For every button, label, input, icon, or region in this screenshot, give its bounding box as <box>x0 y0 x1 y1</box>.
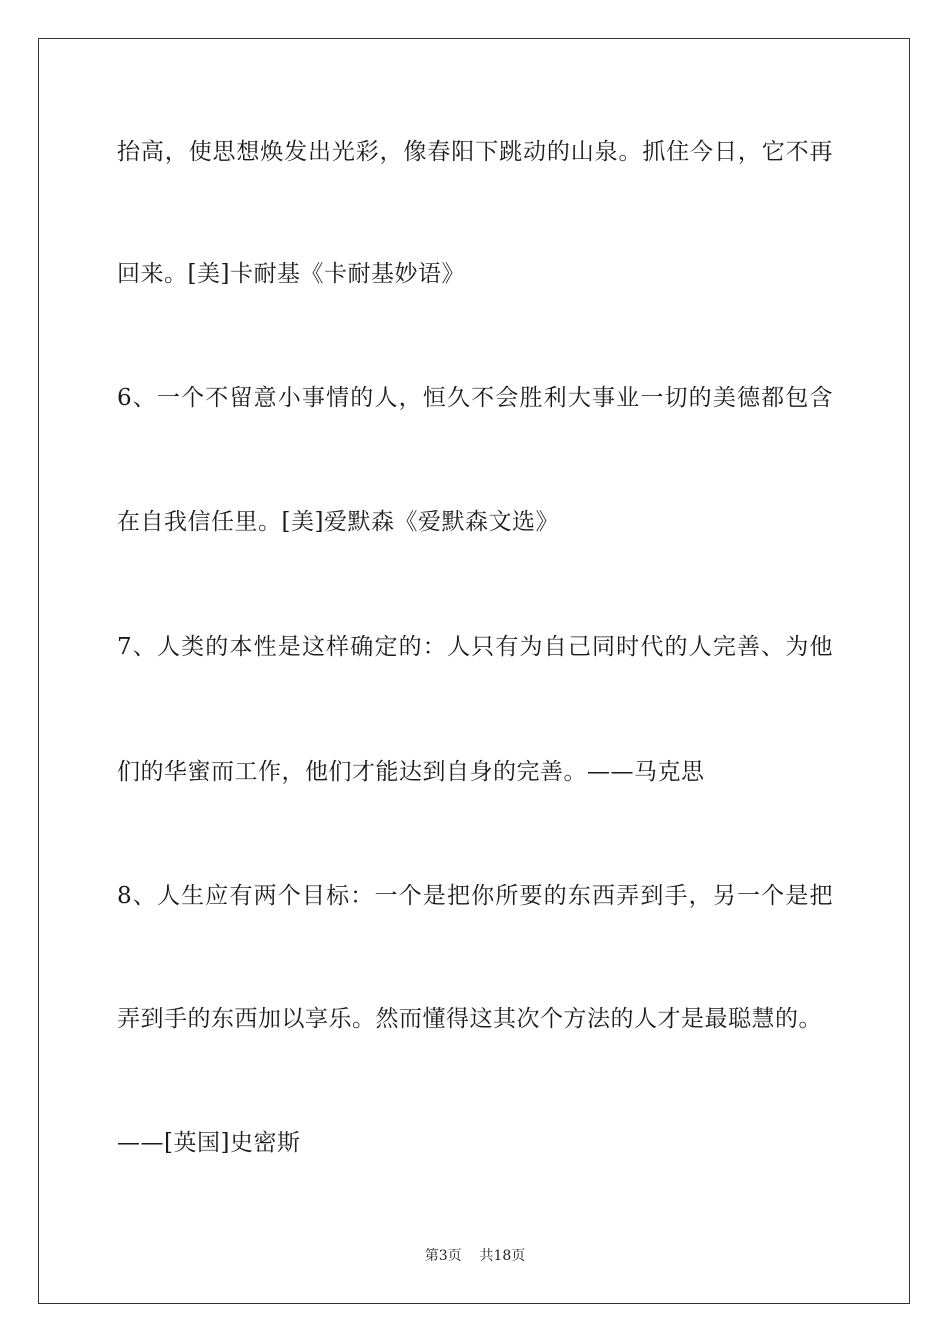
body-line-8: 弄到手的东西加以享乐。然而懂得这其次个方法的人才是最聪慧的。 <box>117 1006 822 1032</box>
body-line-6: 们的华蜜而工作，他们才能达到自身的完善。——马克思 <box>117 759 705 785</box>
page-footer <box>0 1247 950 1265</box>
page-frame <box>38 38 910 1304</box>
body-line-5: 7、人类的本性是这样确定的：人只有为自己同时代的人完善、为他 <box>117 634 833 660</box>
body-line-4: 在自我信任里。[美]爱默森《爱默森文选》 <box>117 509 559 535</box>
body-line-2: 回来。[美]卡耐基《卡耐基妙语》 <box>117 261 465 287</box>
body-line-7: 8、人生应有两个目标：一个是把你所要的东西弄到手，另一个是把 <box>117 883 833 909</box>
page-total: 共18页 <box>479 1248 526 1264</box>
page-number: 第3页 <box>424 1248 462 1264</box>
body-line-3: 6、一个不留意小事情的人，恒久不会胜利大事业一切的美德都包含 <box>117 385 833 411</box>
body-line-1: 抬高，使思想焕发出光彩，像春阳下跳动的山泉。抓住今日，它不再 <box>117 139 833 165</box>
body-line-9: ——[英国]史密斯 <box>117 1130 301 1156</box>
